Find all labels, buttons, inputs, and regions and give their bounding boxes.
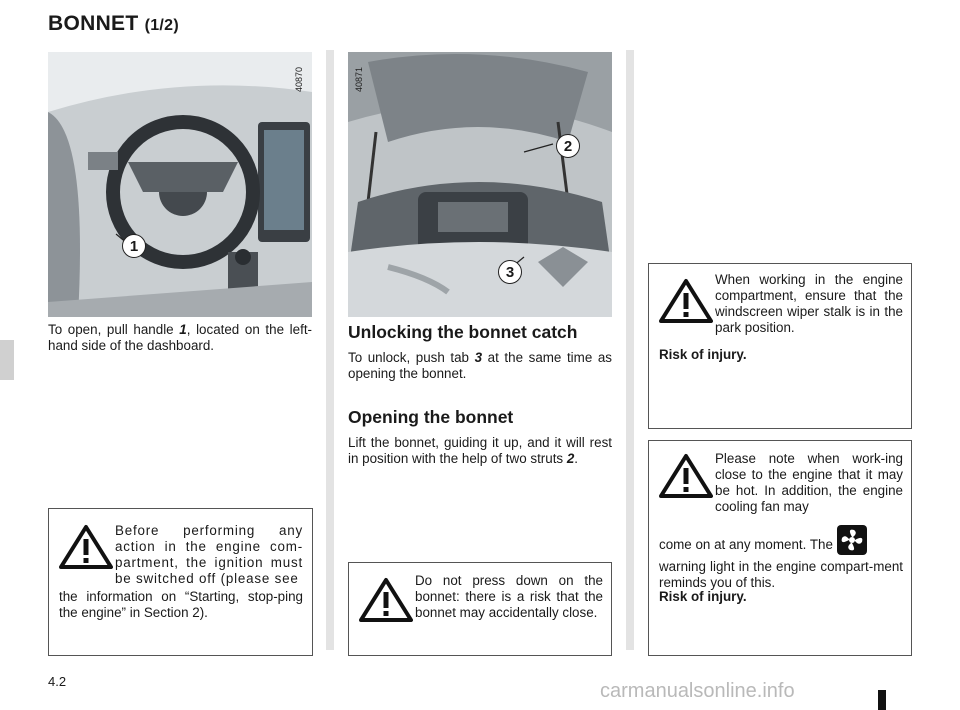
photo-ref-left: 40870 — [294, 66, 304, 92]
text-segment: , located on the left-hand side of the dashboard. — [48, 322, 312, 353]
ref-number: 1 — [179, 322, 187, 337]
callout-handle-1: 1 — [122, 234, 146, 258]
text-segment: . — [574, 451, 579, 466]
warning-hot-engine-text-mid — [659, 525, 903, 555]
column-divider-left — [326, 50, 334, 650]
photo-ref-middle: 40871 — [354, 66, 364, 92]
text-segment: come on at any moment. The — [659, 537, 833, 552]
callout-strut-2: 2 — [556, 134, 580, 158]
section-tab — [0, 340, 14, 380]
ref-number: 2 — [566, 451, 575, 466]
heading-unlocking: Unlocking the bonnet catch — [348, 322, 578, 342]
warning-ignition-text-bottom: the information on “Starting, stop-ping the engine” in Section 2). — [59, 589, 303, 620]
dashboard-illustration — [48, 52, 312, 317]
unlocking-instructions — [348, 350, 612, 382]
warning-box-ignition — [48, 508, 313, 656]
dashboard-photo — [48, 52, 312, 317]
warning-box-bonnet — [348, 562, 612, 656]
column-divider-right — [626, 50, 634, 650]
page-number: 4.2 — [48, 674, 67, 689]
opening-instructions — [348, 435, 612, 467]
warning-box-hot-engine — [648, 440, 912, 656]
cooling-fan-icon — [837, 525, 867, 555]
open-handle-instructions — [48, 322, 312, 354]
page-title-suffix: (1/2) — [144, 17, 180, 34]
page-title — [48, 12, 179, 36]
warning-triangle-icon — [59, 524, 113, 570]
warning-wiper-risk: Risk of injury. — [659, 347, 747, 362]
text-segment: Lift the bonnet, guiding it up, and it will rest in position with the help of two struts — [348, 435, 612, 466]
text-segment: at the same time as opening the bonnet. — [348, 350, 612, 381]
text-segment: To unlock, push tab — [348, 350, 475, 365]
warning-hot-engine-text-bottom: warning light in the engine compart-ment reminds you of this. — [659, 559, 903, 590]
warning-triangle-icon — [359, 577, 413, 623]
page-title-text: BONNET — [48, 12, 139, 35]
heading-opening: Opening the bonnet — [348, 407, 514, 427]
engine-bay-photo — [348, 52, 612, 317]
corner-mark — [878, 690, 886, 710]
warning-triangle-icon — [659, 453, 713, 499]
warning-wiper-text: When working in the engine compartment, ensure that the windscreen wiper stalk is in the park position. — [715, 272, 903, 335]
warning-triangle-icon — [659, 278, 713, 324]
warning-ignition-text-top: Before performing any action in the engine com-partment, the ignition must be switched off (please see — [115, 523, 303, 586]
warning-hot-engine-text-top: Please note when work-ing close to the engine that it may be hot. In addition, the engine cooling fan may — [715, 451, 903, 514]
engine-bay-illustration — [348, 52, 612, 317]
ref-number: 3 — [474, 350, 483, 365]
text-segment: To open, pull handle — [48, 322, 180, 337]
watermark: carmanualsonline.info — [600, 680, 795, 702]
warning-box-wiper — [648, 263, 912, 429]
warning-hot-engine-risk: Risk of injury. — [659, 589, 747, 604]
warning-bonnet-text: Do not press down on the bonnet: there is a risk that the bonnet may accidentally close. — [415, 573, 603, 620]
callout-tab-3: 3 — [498, 260, 522, 284]
